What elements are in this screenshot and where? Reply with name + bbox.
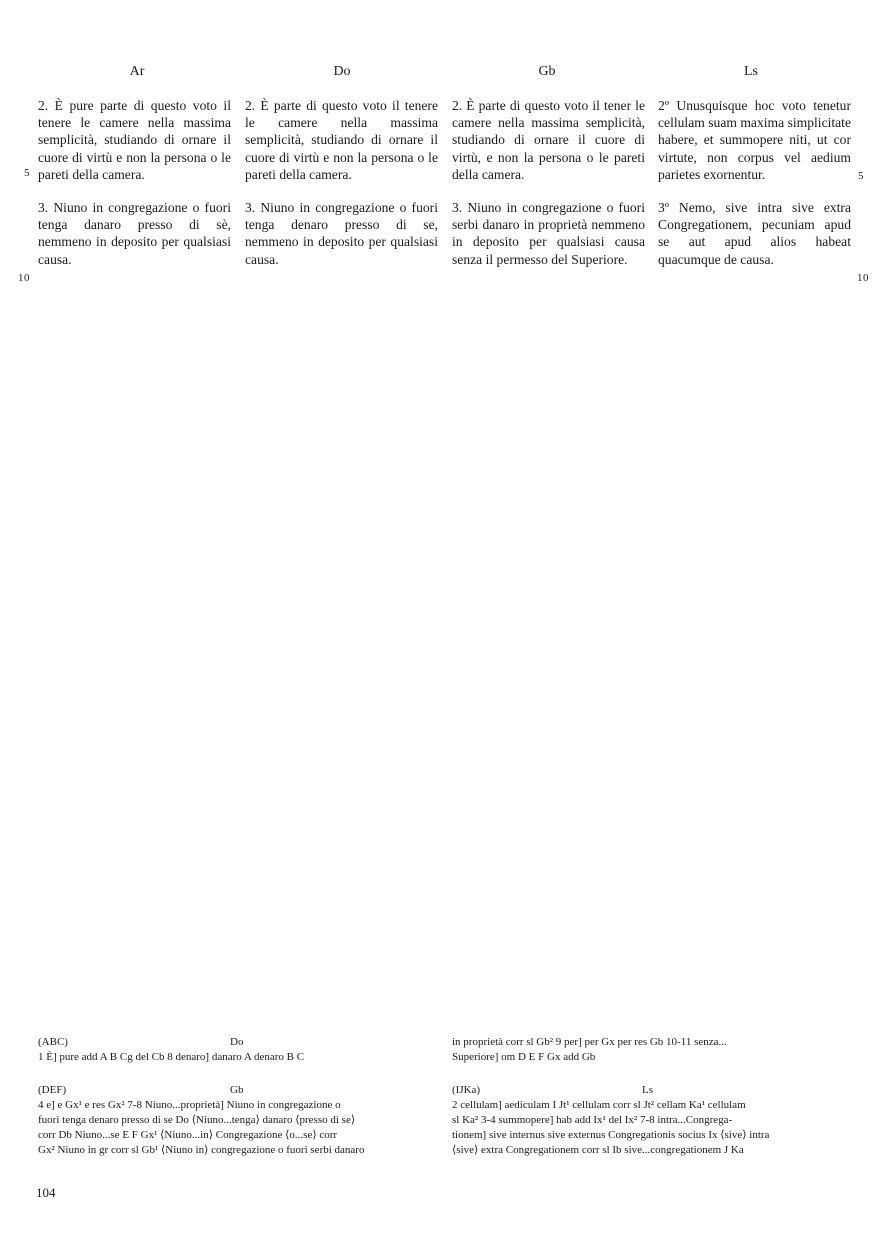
page-number: 104 [36, 1185, 56, 1200]
apparatus-right-line-1: in proprietà corr sl Gb² 9 per] per Gx per res Gb 10-11 senza... [452, 1036, 727, 1048]
apparatus-def-heading: (DEF) [38, 1084, 67, 1096]
column-header-do: Do [333, 64, 351, 79]
paragraph-2: 2. È pure parte di questo voto il tenere le camere nella massima semplicità, studiando di ornare il cuore di virtù e non la persona o le pareti della camera. [38, 98, 231, 182]
apparatus-ijka-ls: Ls [642, 1084, 653, 1096]
paragraph-2: 2. È parte di questo voto il tenere le camere nella massima semplicità, studiando di ornare il cuore di virtù e non la persona o le pareti della camera. [245, 98, 438, 182]
column-ar [38, 97, 231, 268]
apparatus-abc-do: Do [230, 1036, 244, 1048]
apparatus-def-line-4: Gx² Niuno in gr corr sl Gb¹ ⟨Niuno in⟩ congregazione o fuori serbi danaro [38, 1144, 365, 1156]
column-ls [658, 97, 851, 268]
paragraph-2: 2. È parte di questo voto il tener le camere nella massima semplicità, studiando di ornare il cuore di virtù, e non la persona o le pareti della camera. [452, 98, 645, 182]
apparatus-gb-continued [452, 1035, 852, 1065]
paragraph-3: 3º Nemo, sive intra sive extra Congregationem, pecuniam apud se aut apud alios habeat quacumque de causa. [658, 200, 851, 267]
apparatus-abc-heading: (ABC) [38, 1036, 68, 1048]
line-number-left-10: 10 [18, 272, 30, 284]
apparatus-abc [38, 1035, 438, 1065]
paragraph-3: 3. Niuno in congregazione o fuori tenga denaro presso di se, nemmeno in deposito per qualsiasi causa. [245, 200, 438, 267]
column-gb [452, 97, 645, 268]
paragraph-3: 3. Niuno in congregazione o fuori serbi danaro in proprietà nemmeno in deposito per qualsiasi causa senza il permesso del Superiore. [452, 200, 645, 267]
apparatus-abc-line: 1 È] pure add A B Cg del Cb 8 denaro] danaro A denaro B C [38, 1051, 305, 1063]
column-header-ls: Ls [744, 64, 758, 79]
apparatus-ijka-line-2: sl Ka² 3-4 summopere] hab add Ix¹ del Ix² 7-8 intra...Congrega- [452, 1114, 733, 1126]
apparatus-ijka [452, 1083, 852, 1158]
line-number-left-5: 5 [24, 167, 30, 179]
paragraph-3: 3. Niuno in congregazione o fuori tenga danaro presso di sè, nemmeno in deposito per qualsiasi causa. [38, 200, 231, 267]
column-do [245, 97, 438, 268]
column-header-gb: Gb [538, 64, 556, 79]
apparatus-ijka-line-1: 2 cellulam] aediculam I Jt¹ cellulam corr sl Jt² cellam Ka¹ cellulam [452, 1099, 746, 1111]
apparatus-right-line-2: Superiore] om D E F Gx add Gb [452, 1051, 596, 1063]
line-number-right-5: 5 [858, 170, 864, 182]
apparatus-def-line-2: fuori tenga denaro presso di se Do ⟨Niuno...tenga⟩ danaro ⟨presso di se⟩ [38, 1114, 356, 1126]
line-number-right-10: 10 [857, 272, 869, 284]
apparatus-def [38, 1083, 438, 1158]
apparatus-def-line-1: 4 e] e Gx¹ e res Gx² 7-8 Niuno...proprietà] Niuno in congregazione o [38, 1099, 341, 1111]
apparatus-ijka-line-3: tionem] sive internus sive externus Congregationis socius Ix ⟨sive⟩ intra [452, 1129, 770, 1141]
apparatus-def-line-3: corr Db Niuno...se E F Gx¹ ⟨Niuno...in⟩ Congregazione ⟨o...se⟩ corr [38, 1129, 338, 1141]
apparatus-def-gb: Gb [230, 1084, 244, 1096]
apparatus-ijka-heading: (IJKa) [452, 1084, 481, 1096]
paragraph-2: 2º Unusquisque hoc voto tenetur cellulam suam maxima simplicitate habere, et summopere niti, ut cor virtute, non corpus vel aedium parietes exornentur. [658, 98, 851, 182]
apparatus-ijka-line-4: ⟨sive⟩ extra Congregationem corr sl Ib sive...congregationem J Ka [452, 1144, 744, 1156]
column-header-ar: Ar [129, 64, 145, 79]
